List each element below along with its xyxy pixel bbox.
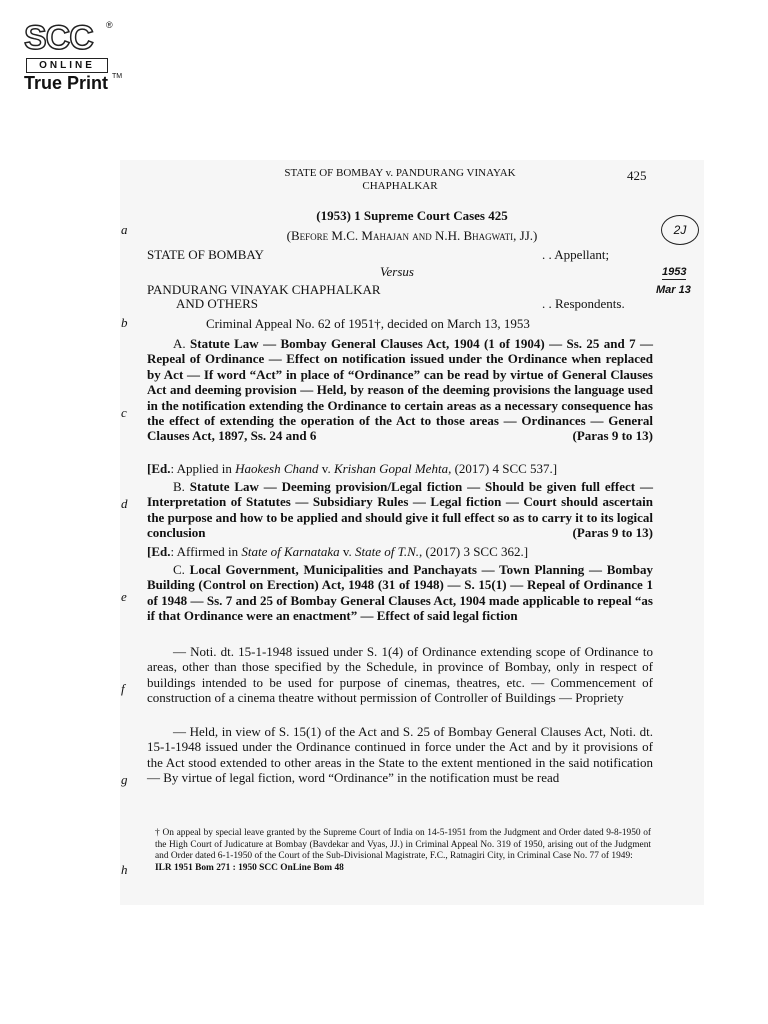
appellant-name: STATE OF BOMBAY [147, 247, 264, 262]
headnote-b-label: B. [173, 479, 185, 494]
ed-note-b-pre: : Affirmed in [170, 544, 242, 559]
footnote-text: On appeal by special leave granted by the Supreme Court of India on 14-5-1951 from the Judgment and Order dated 9-8-1950 of the High Court of Judicature at Bombay (Bavdekar and Vyas, JJ.) in Criminal Appeal No. 319 of 1950, arising out of the Judgment and Order dated 6-1-1950 of the Court of the Sub-Divisional Magistrate, F.C., Ratnagiri City, in Criminal Case No. 77 of 1949: [155, 828, 652, 862]
running-title-line-2: CHAPHALKAR [362, 180, 438, 192]
margin-letter-d: d [121, 496, 128, 511]
headnote-c-label: C. [173, 562, 185, 577]
respondent-role: . . Respondents. [542, 296, 625, 311]
ed-note-a-case-1: Haokesh Chand [235, 461, 319, 476]
ed-note-a-case-2: Krishan Gopal Mehta [333, 461, 449, 476]
logo-true-print-text: True Print [24, 73, 109, 93]
ed-note-b [147, 544, 528, 559]
versus-label: Versus [380, 264, 414, 279]
headnote-a-text: Statute Law — Bombay General Clauses Act, 1904 (1 of 1904) — Ss. 25 and 7 — Repeal of Ordinance — Effect on notification issued under the Ordinance when replaced by Act — If word “Act” in place of “Ordinance” can be read by virtue of General Clauses Act and deeming provision — Held, by reason of the deeming provisions the language used in the notification extending the Ordinance to certain areas as a necessary consequence has the effect of extending the operation of the Act to those areas — Ordinances — General Clauses Act, 1897, Ss. 24 and 6 [147, 336, 653, 444]
logo-scc-text: SCC [24, 19, 93, 57]
ed-note-b-cite: , (2017) 3 SCC 362.] [419, 544, 529, 559]
headnote-a-label: A. [173, 336, 186, 351]
logo-trademark-mark: TM [112, 73, 123, 80]
ed-note-a-v: v. [318, 461, 334, 476]
margin-letter-a: a [121, 222, 128, 237]
paragraph-notification-text: — Noti. dt. 15-1-1948 issued under S. 1(4) of Ordinance extending scope of Ordinance to areas, other than those specified by the Schedule, in province of Bombay, only in respect of buildings intended to be used for purpose of cinemas, theatres, etc. — Commencement of construction of a cinema theatre without permission of Controller of Buildings — Propriety [147, 644, 653, 706]
running-title-line-1: STATE OF BOMBAY v. PANDURANG VINAYAK [284, 167, 516, 179]
respondent-name-line-2: AND OTHERS [176, 296, 258, 311]
headnote-a-paras: (Paras 9 to 13) [572, 428, 653, 444]
bench-line: (Before M.C. Mahajan and N.H. Bhagwati, JJ.) [286, 228, 538, 243]
respondent-name-line-1: PANDURANG VINAYAK CHAPHALKAR [147, 282, 381, 297]
margin-letter-b: b [121, 315, 128, 330]
paragraph-notification [147, 644, 653, 706]
logo-registered-mark: ® [106, 20, 113, 30]
ed-note-a-prefix: [Ed. [147, 461, 171, 476]
footnote [155, 828, 651, 874]
margin-letter-e: e [121, 589, 127, 604]
ed-note-b-prefix: [Ed. [147, 544, 171, 559]
ed-note-b-case-1: State of Karnataka [241, 544, 340, 559]
paragraph-held [147, 724, 653, 786]
side-note-date: Mar 13 [656, 284, 691, 296]
margin-letter-c: c [121, 405, 127, 420]
appellant-role: . . Appellant; [542, 247, 610, 262]
headnote-b-paras: (Paras 9 to 13) [572, 525, 653, 541]
side-note-year: 1953 [662, 266, 687, 278]
headnote-b [147, 479, 653, 541]
margin-letter-g: g [121, 772, 128, 787]
ed-note-a-pre: : Applied in [170, 461, 236, 476]
margin-letter-h: h [121, 862, 128, 877]
footnote-citation: ILR 1951 Bom 271 : 1950 SCC OnLine Bom 48 [155, 862, 344, 873]
running-header [240, 167, 560, 193]
scc-online-logo [22, 18, 122, 96]
headnote-c-text: Local Government, Municipalities and Panchayats — Town Planning — Bombay Building (Control on Erection) Act, 1948 (31 of 1948) — S. 15(1) — Repeal of Ordinance 1 of 1948 — Ss. 7 and 25 of Bombay General Clauses Act, 1904 made applicable to repeal “as if that Ordinance were an enactment” — Effect of said legal fiction [147, 562, 653, 624]
paragraph-held-text: — Held, in view of S. 15(1) of the Act and S. 25 of Bombay General Clauses Act, Noti. dt. 15-1-1948 issued under the Ordinance continued in force under the Act and by it provisions of the Act stood extended to other areas in the State to the extent mentioned in the said notification — By virtue of legal fiction, word “Ordinance” in the notification must be read [147, 724, 653, 786]
headnote-a [147, 336, 653, 444]
headnote-b-text: Statute Law — Deeming provision/Legal fiction — Should be given full effect — Interpretation of Statutes — Subsidiary Rules — Legal fiction — Court should ascertain the purpose and how to be applied and should give it full effect so as to carry it to its logical conclusion [147, 479, 653, 541]
ed-note-a-cite: , (2017) 4 SCC 537.] [448, 461, 558, 476]
citation-title: (1953) 1 Supreme Court Cases 425 [316, 208, 508, 223]
side-note-circle: 2J [661, 215, 699, 245]
margin-letter-f: f [121, 681, 125, 696]
ed-note-a [147, 461, 557, 476]
footnote-mark: † [155, 828, 160, 838]
page-number: 425 [627, 168, 647, 183]
ed-note-b-case-2: State of T.N. [355, 544, 420, 559]
ed-note-b-v: v. [339, 544, 355, 559]
logo-online-text: ONLINE [26, 58, 108, 73]
appeal-line: Criminal Appeal No. 62 of 1951†, decided on March 13, 1953 [206, 316, 530, 331]
headnote-c [147, 562, 653, 624]
